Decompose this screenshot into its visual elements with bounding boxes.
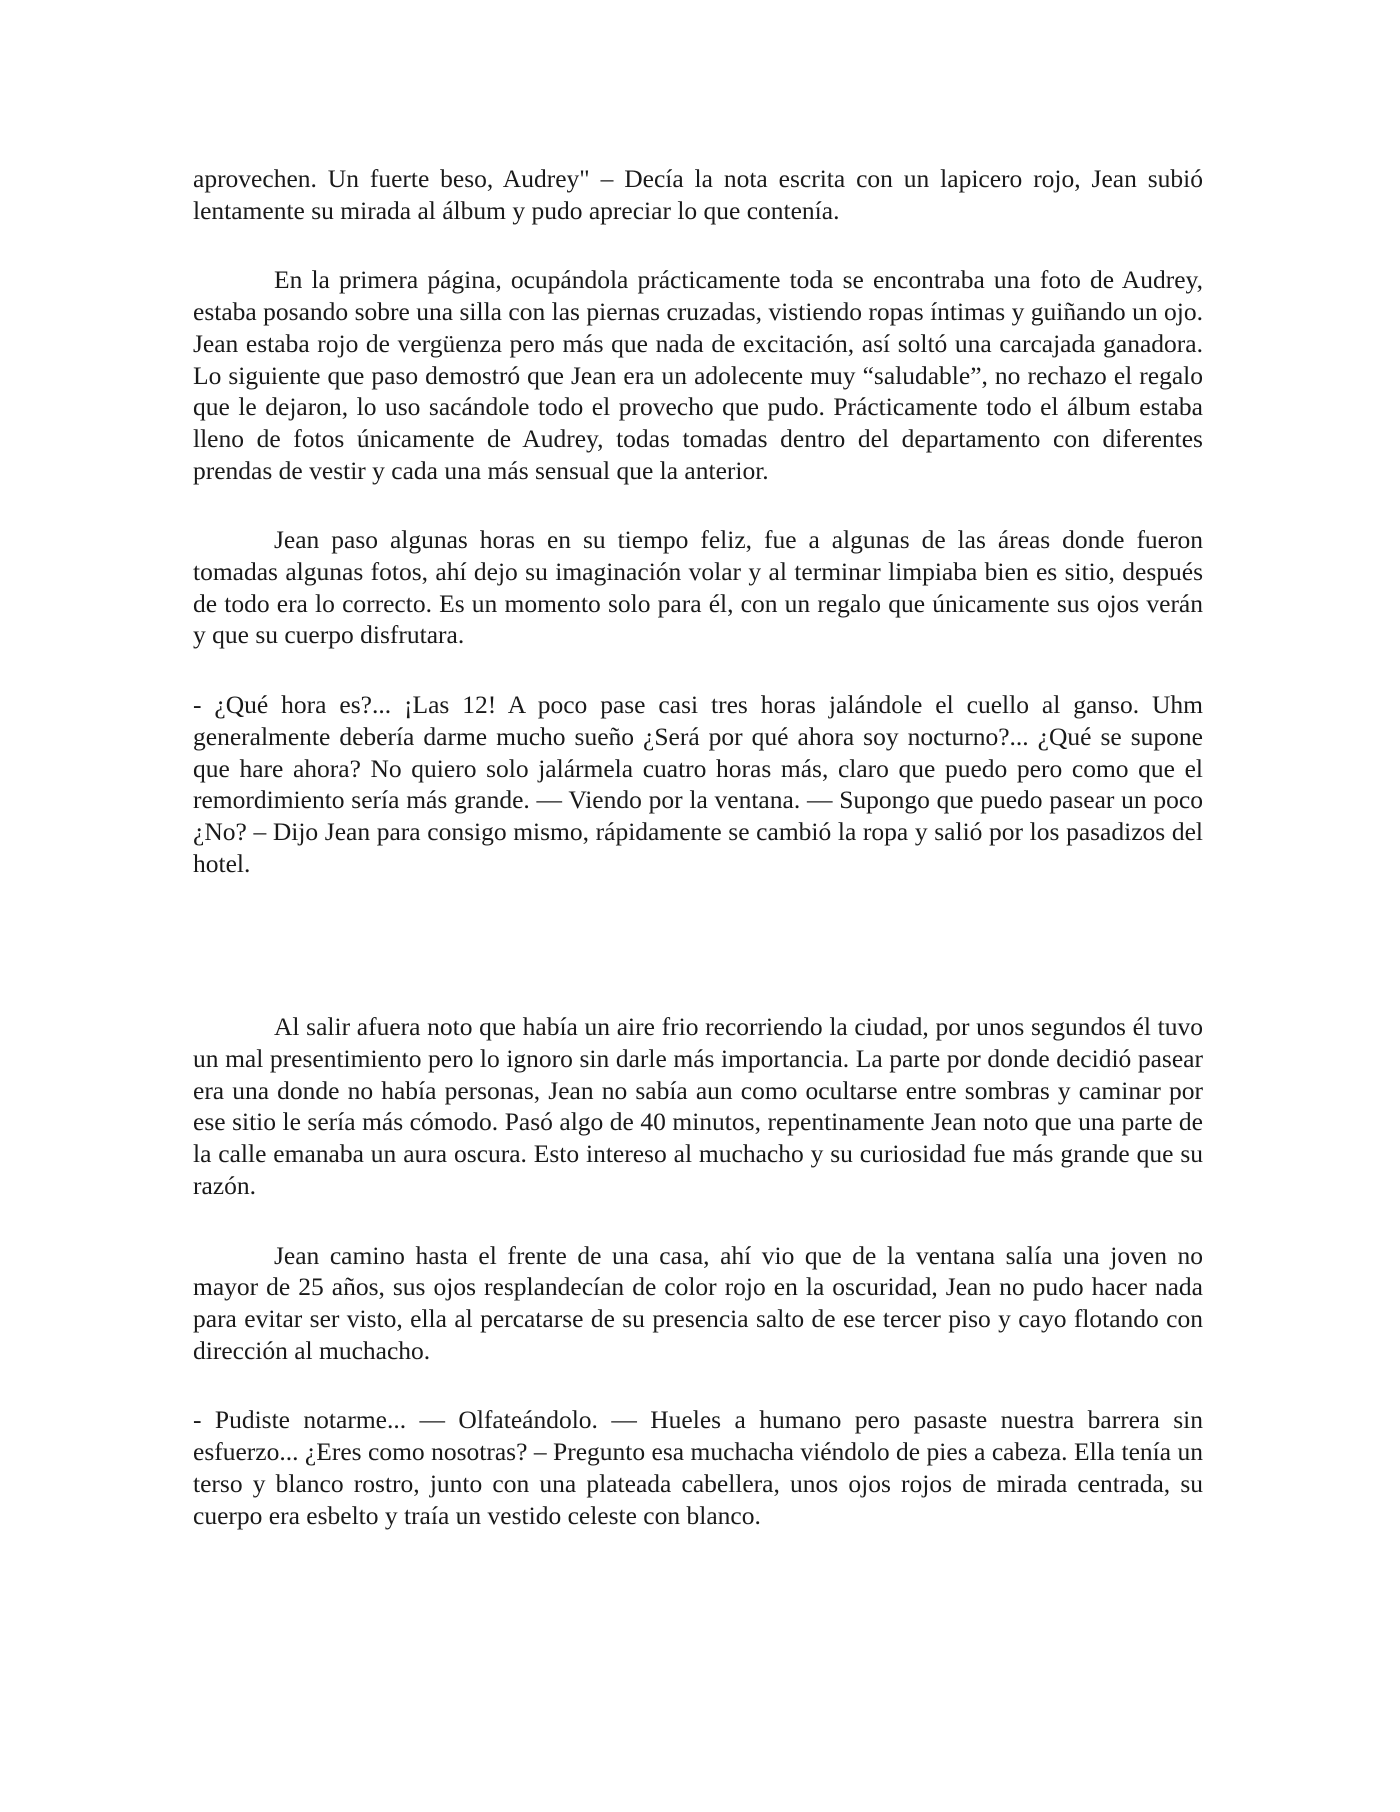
paragraph-4: - ¿Qué hora es?... ¡Las 12! A poco pase casi tres horas jalándole el cuello al ganso. Uhm generalmente debería darme mucho sueño ¿Será por qué ahora soy nocturno?... ¿Qué se supone que hare ahora? No quiero solo jalármela cuatro horas más, claro que puedo pero como que el remordimiento sería más grande. — Viendo por la ventana. — Supongo que puedo pasear un poco ¿No? – Dijo Jean para consigo mismo, rápidamente se cambió la ropa y salió por los pasadizos del hotel. <box>193 690 1203 878</box>
paragraph-6: Jean camino hasta el frente de una casa, ahí vio que de la ventana salía una joven no mayor de 25 años, sus ojos resplandecían de color rojo en la oscuridad, Jean no pudo hacer nada para evitar ser visto, ella al percatarse de su presencia salto de ese tercer piso y cayo flotando con dirección al muchacho. <box>193 1240 1203 1365</box>
paragraph-2: En la primera página, ocupándola prácticamente toda se encontraba una foto de Audrey, estaba posando sobre una silla con las piernas cruzadas, vistiendo ropas íntimas y guiñando un ojo. Jean estaba rojo de vergüenza pero más que nada de excitación, así soltó una carcajada ganadora. Lo siguiente que paso demostró que Jean era un adolecente muy “saludable”, no rechazo el regalo que le dejaron, lo uso sacándole todo el provecho que pudo. Prácticamente todo el álbum estaba lleno de fotos únicamente de Audrey, todas tomadas dentro del departamento con diferentes prendas de vestir y cada una más sensual que la anterior. <box>193 265 1203 485</box>
paragraph-5: Al salir afuera noto que había un aire frio recorriendo la ciudad, por unos segundos él tuvo un mal presentimiento pero lo ignoro sin darle más importancia. La parte por donde decidió pasear era una donde no había personas, Jean no sabía aun como ocultarse entre sombras y caminar por ese sitio le sería más cómodo. Pasó algo de 40 minutos, repentinamente Jean noto que una parte de la calle emanaba un aura oscura. Esto intereso al muchacho y su curiosidad fue más grande que su razón. <box>193 1012 1203 1200</box>
paragraph-1: aprovechen. Un fuerte beso, Audrey" – Decía la nota escrita con un lapicero rojo, Jean subió lentamente su mirada al álbum y pudo apreciar lo que contenía. <box>193 164 1203 225</box>
document-page <box>193 163 1203 1531</box>
paragraph-3: Jean paso algunas horas en su tiempo feliz, fue a algunas de las áreas donde fueron tomadas algunas fotos, ahí dejo su imaginación volar y al terminar limpiaba bien es sitio, después de todo era lo correcto. Es un momento solo para él, con un regalo que únicamente sus ojos verán y que su cuerpo disfrutara. <box>193 525 1203 650</box>
paragraph-7: - Pudiste notarme... — Olfateándolo. — Hueles a humano pero pasaste nuestra barrera sin esfuerzo... ¿Eres como nosotras? – Pregunto esa muchacha viéndolo de pies a cabeza. Ella tenía un terso y blanco rostro, junto con una plateada cabellera, unos ojos rojos de mirada centrada, su cuerpo era esbelto y traía un vestido celeste con blanco. <box>193 1405 1203 1530</box>
